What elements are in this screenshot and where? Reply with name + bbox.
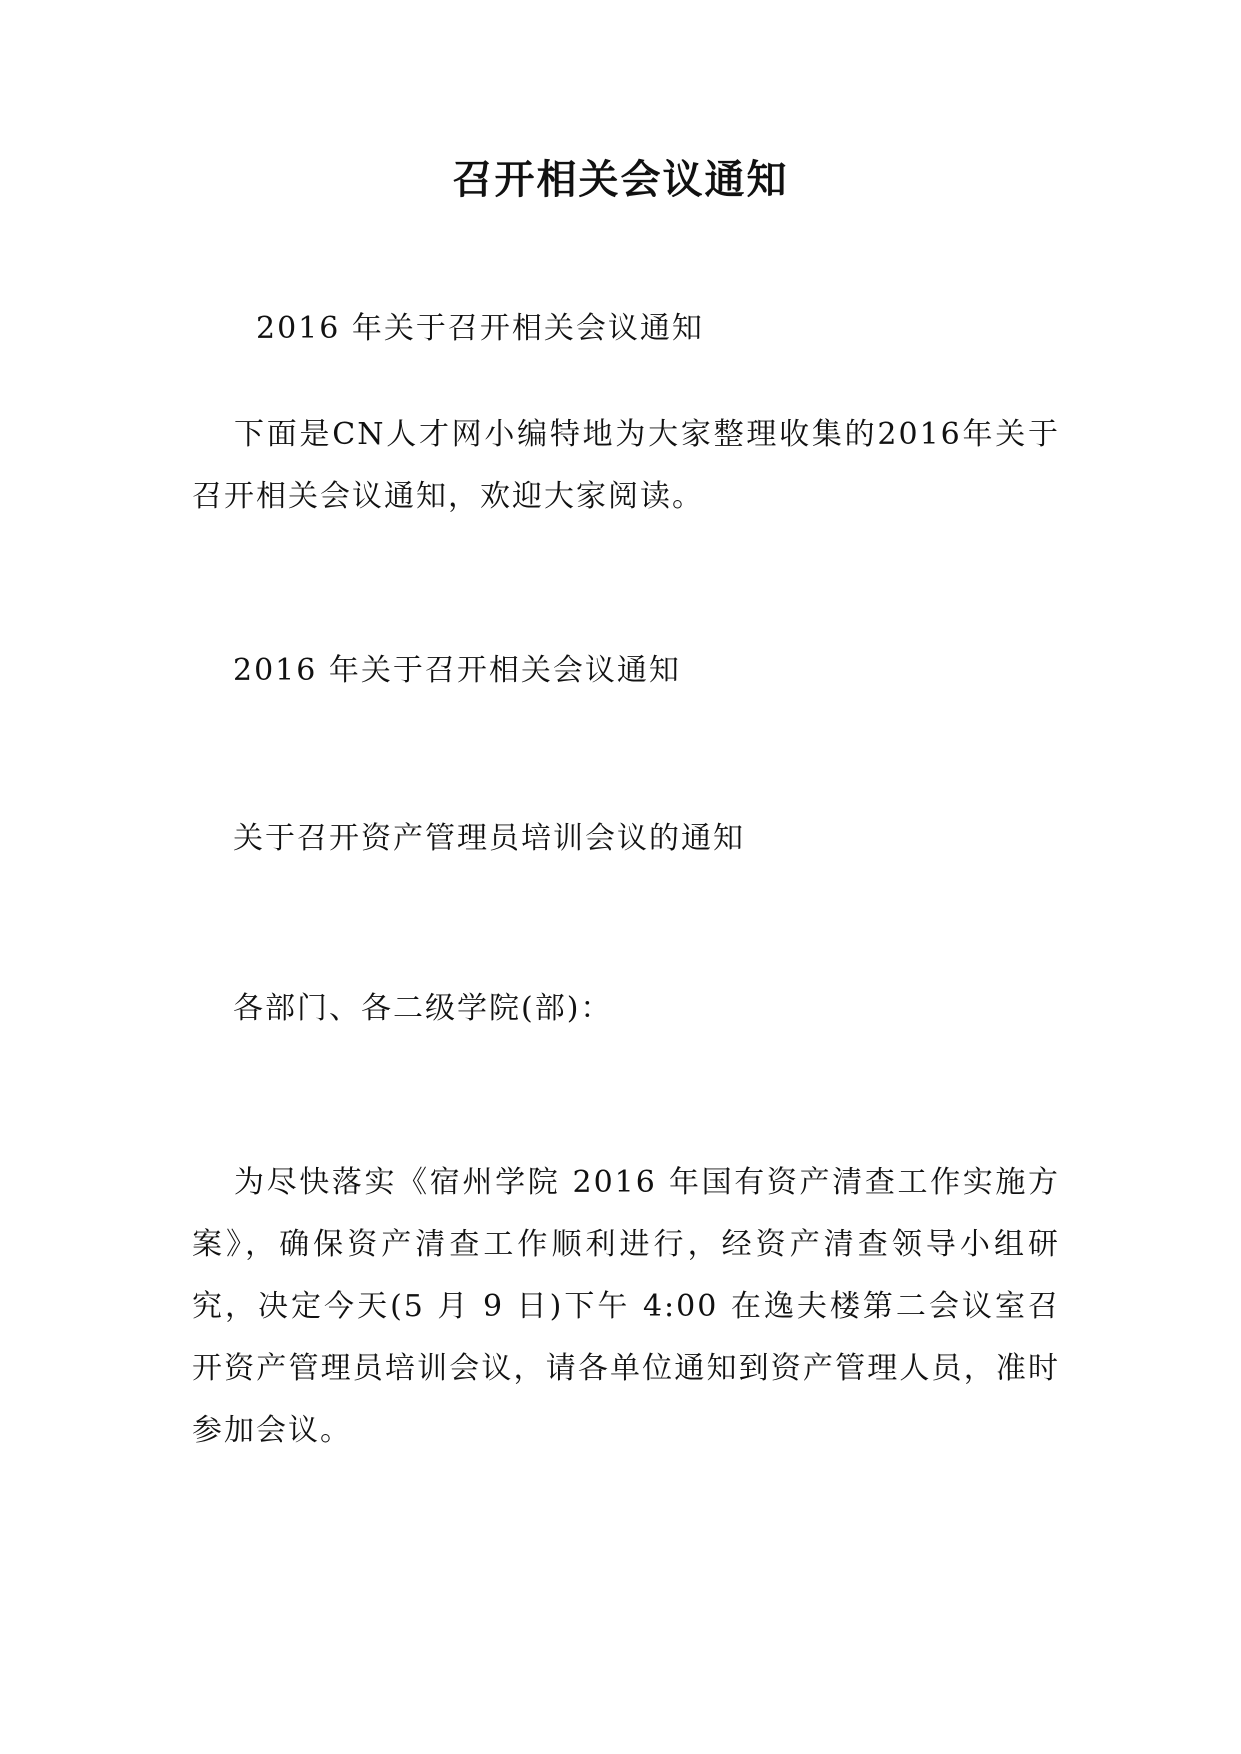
page-title: 召开相关会议通知 (452, 157, 789, 203)
subtitle-1: 2016 年关于召开相关会议通知 (256, 311, 704, 346)
subtitle-3: 关于召开资产管理员培训会议的通知 (233, 821, 745, 856)
subtitle-2: 2016 年关于召开相关会议通知 (233, 653, 681, 688)
body-paragraph: 为尽快落实《宿州学院 2016 年国有资产清查工作实施方案》，确保资产清查工作顺利进行，经资产清查领导小组研究，决定今天(5 月 9 日)下午 4:00 在逸夫楼第二会议室召开资产管理员培训会议，请各单位通知到资产管理人员，准时参加会议。 (192, 1165, 1060, 1448)
intro-paragraph: 下面是CN人才网小编特地为大家整理收集的2016年关于召开相关会议通知，欢迎大家阅读。 (192, 417, 1060, 514)
salutation: 各部门、各二级学院(部)： (233, 991, 613, 1026)
